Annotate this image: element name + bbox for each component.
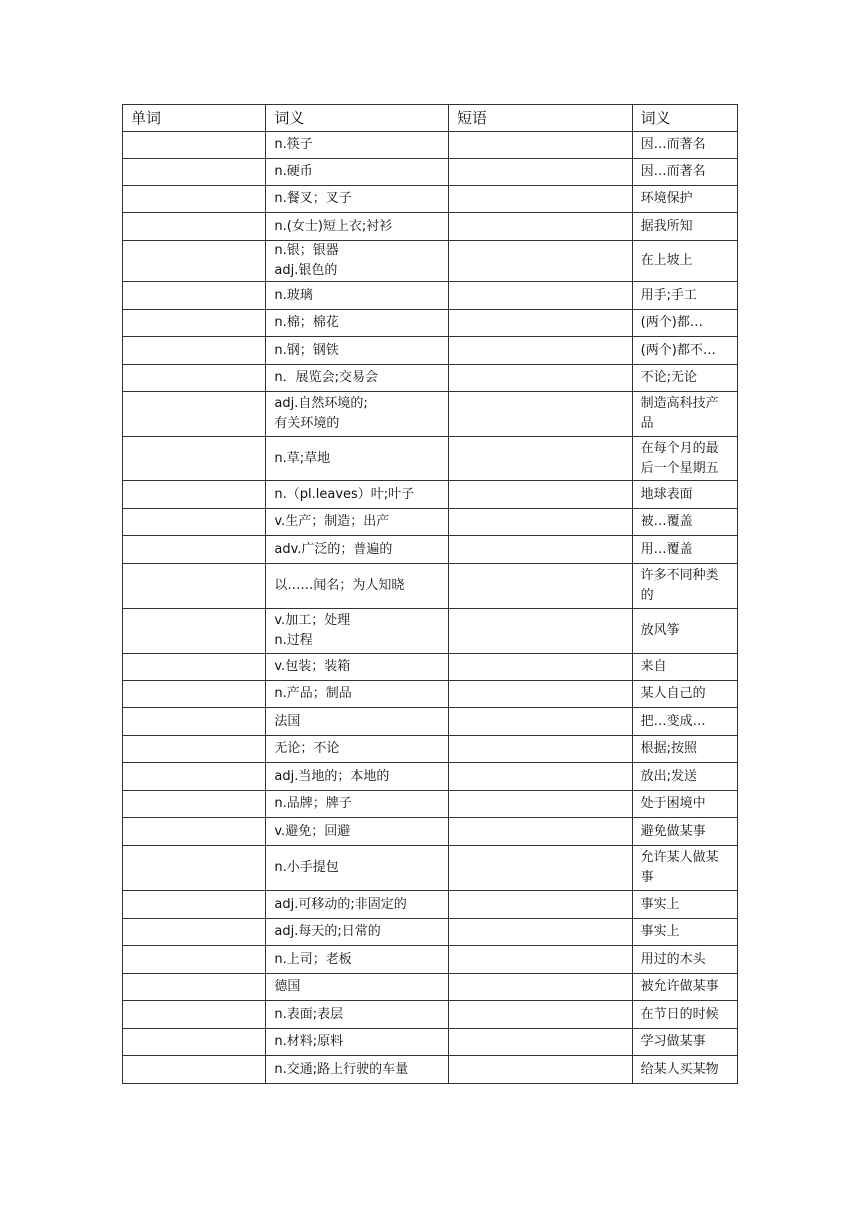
word-cell xyxy=(123,509,266,536)
table-row xyxy=(123,609,738,654)
table-row xyxy=(123,282,738,310)
word-cell xyxy=(123,132,266,159)
phrase-cell xyxy=(448,1029,632,1056)
table-row xyxy=(123,337,738,365)
phrase-cell xyxy=(448,310,632,337)
meaning-cell: n.品牌；牌子 xyxy=(266,791,449,818)
phrase-cell xyxy=(448,1056,632,1084)
meaning-cell: n.产品；制品 xyxy=(266,681,449,708)
table-row xyxy=(123,946,738,974)
word-cell xyxy=(123,609,266,654)
phrase-cell xyxy=(448,282,632,310)
word-cell xyxy=(123,564,266,609)
word-cell xyxy=(123,282,266,310)
phrase-cell xyxy=(448,186,632,213)
phrase-cell xyxy=(448,241,632,282)
meaning-cell: n．展览会;交易会 xyxy=(266,365,449,392)
phrase-meaning-cell: 不论;无论 xyxy=(632,365,737,392)
word-cell xyxy=(123,763,266,791)
phrase-cell xyxy=(448,392,632,437)
table-row xyxy=(123,708,738,736)
meaning-cell: 以……闻名；为人知晓 xyxy=(266,564,449,609)
phrase-cell xyxy=(448,974,632,1001)
word-cell xyxy=(123,846,266,891)
word-cell xyxy=(123,1001,266,1029)
table-row xyxy=(123,974,738,1001)
table-row xyxy=(123,818,738,846)
phrase-cell xyxy=(448,213,632,241)
word-cell xyxy=(123,241,266,282)
phrase-meaning-cell: 来自 xyxy=(632,654,737,681)
meaning-cell: n.棉；棉花 xyxy=(266,310,449,337)
phrase-cell xyxy=(448,132,632,159)
meaning-cell: v.避免；回避 xyxy=(266,818,449,846)
phrase-meaning-cell: 制造高科技产品 xyxy=(632,392,737,437)
phrase-cell xyxy=(448,509,632,536)
table-row xyxy=(123,392,738,437)
table-row xyxy=(123,159,738,186)
table-row xyxy=(123,1029,738,1056)
header-word: 单词 xyxy=(123,105,266,132)
phrase-cell xyxy=(448,946,632,974)
phrase-meaning-cell: 事实上 xyxy=(632,891,737,919)
table-row xyxy=(123,241,738,282)
phrase-cell xyxy=(448,609,632,654)
meaning-cell: n.钢；钢铁 xyxy=(266,337,449,365)
phrase-cell xyxy=(448,1001,632,1029)
word-cell xyxy=(123,891,266,919)
phrase-cell xyxy=(448,919,632,946)
word-cell xyxy=(123,536,266,564)
phrase-cell xyxy=(448,681,632,708)
meaning-cell: n.小手提包 xyxy=(266,846,449,891)
meaning-cell: 无论；不论 xyxy=(266,736,449,763)
word-cell xyxy=(123,681,266,708)
phrase-meaning-cell: 事实上 xyxy=(632,919,737,946)
phrase-cell xyxy=(448,365,632,392)
word-cell xyxy=(123,818,266,846)
table-row xyxy=(123,509,738,536)
word-cell xyxy=(123,186,266,213)
meaning-cell: v.生产；制造；出产 xyxy=(266,509,449,536)
phrase-meaning-cell: 地球表面 xyxy=(632,481,737,509)
phrase-meaning-cell: 被允许做某事 xyxy=(632,974,737,1001)
phrase-cell xyxy=(448,763,632,791)
phrase-meaning-cell: 把…变成… xyxy=(632,708,737,736)
meaning-cell: adj.每天的;日常的 xyxy=(266,919,449,946)
phrase-meaning-cell: 环境保护 xyxy=(632,186,737,213)
meaning-cell: v.加工；处理 n.过程 xyxy=(266,609,449,654)
table-row xyxy=(123,763,738,791)
phrase-cell xyxy=(448,708,632,736)
table-row xyxy=(123,1056,738,1084)
phrase-meaning-cell: 学习做某事 xyxy=(632,1029,737,1056)
word-cell xyxy=(123,310,266,337)
phrase-meaning-cell: 因…而著名 xyxy=(632,159,737,186)
phrase-cell xyxy=(448,818,632,846)
phrase-meaning-cell: 用过的木头 xyxy=(632,946,737,974)
table-row xyxy=(123,186,738,213)
phrase-meaning-cell: 用手;手工 xyxy=(632,282,737,310)
phrase-meaning-cell: 某人自己的 xyxy=(632,681,737,708)
word-cell xyxy=(123,974,266,1001)
word-cell xyxy=(123,337,266,365)
table-row xyxy=(123,919,738,946)
word-cell xyxy=(123,1029,266,1056)
phrase-meaning-cell: 据我所知 xyxy=(632,213,737,241)
meaning-cell: n.硬币 xyxy=(266,159,449,186)
phrase-meaning-cell: 在上坡上 xyxy=(632,241,737,282)
phrase-cell xyxy=(448,481,632,509)
phrase-meaning-cell: 被…覆盖 xyxy=(632,509,737,536)
header-phrase: 短语 xyxy=(448,105,632,132)
table-row xyxy=(123,310,738,337)
meaning-cell: adj.可移动的;非固定的 xyxy=(266,891,449,919)
meaning-cell: n.（pl.leaves）叶;叶子 xyxy=(266,481,449,509)
meaning-cell: n.餐叉；叉子 xyxy=(266,186,449,213)
table-row xyxy=(123,213,738,241)
phrase-cell xyxy=(448,791,632,818)
meaning-cell: 法国 xyxy=(266,708,449,736)
word-cell xyxy=(123,481,266,509)
meaning-cell: n.玻璃 xyxy=(266,282,449,310)
phrase-cell xyxy=(448,736,632,763)
table-row xyxy=(123,846,738,891)
phrase-meaning-cell: 处于困境中 xyxy=(632,791,737,818)
meaning-cell: n.筷子 xyxy=(266,132,449,159)
phrase-meaning-cell: 根据;按照 xyxy=(632,736,737,763)
word-cell xyxy=(123,791,266,818)
table-row xyxy=(123,1001,738,1029)
word-cell xyxy=(123,654,266,681)
word-cell xyxy=(123,946,266,974)
header-phrase-meaning: 词义 xyxy=(632,105,737,132)
phrase-meaning-cell: 放出;发送 xyxy=(632,763,737,791)
phrase-meaning-cell: 允许某人做某事 xyxy=(632,846,737,891)
table-row xyxy=(123,736,738,763)
word-cell xyxy=(123,736,266,763)
phrase-cell xyxy=(448,654,632,681)
phrase-meaning-cell: 因…而著名 xyxy=(632,132,737,159)
phrase-cell xyxy=(448,846,632,891)
table-row xyxy=(123,132,738,159)
phrase-meaning-cell: 给某人买某物 xyxy=(632,1056,737,1084)
phrase-cell xyxy=(448,337,632,365)
phrase-cell xyxy=(448,437,632,481)
meaning-cell: n.(女士)短上衣;衬衫 xyxy=(266,213,449,241)
table-row xyxy=(123,654,738,681)
meaning-cell: adv.广泛的；普遍的 xyxy=(266,536,449,564)
table-row xyxy=(123,891,738,919)
phrase-meaning-cell: (两个)都… xyxy=(632,310,737,337)
table-row xyxy=(123,791,738,818)
meaning-cell: n.上司；老板 xyxy=(266,946,449,974)
table-row xyxy=(123,437,738,481)
phrase-meaning-cell: 在每个月的最后一个星期五 xyxy=(632,437,737,481)
meaning-cell: n.交通;路上行驶的车量 xyxy=(266,1056,449,1084)
word-cell xyxy=(123,1056,266,1084)
phrase-meaning-cell: 避免做某事 xyxy=(632,818,737,846)
word-cell xyxy=(123,159,266,186)
meaning-cell: 德国 xyxy=(266,974,449,1001)
phrase-meaning-cell: 用…覆盖 xyxy=(632,536,737,564)
word-cell xyxy=(123,365,266,392)
phrase-cell xyxy=(448,564,632,609)
meaning-cell: adj.自然环境的; 有关环境的 xyxy=(266,392,449,437)
phrase-cell xyxy=(448,891,632,919)
meaning-cell: adj.当地的；本地的 xyxy=(266,763,449,791)
vocabulary-table xyxy=(122,104,738,1084)
phrase-cell xyxy=(448,536,632,564)
table-row xyxy=(123,536,738,564)
table-row xyxy=(123,481,738,509)
word-cell xyxy=(123,437,266,481)
table-row xyxy=(123,681,738,708)
word-cell xyxy=(123,392,266,437)
meaning-cell: n.草;草地 xyxy=(266,437,449,481)
meaning-cell: n.表面;表层 xyxy=(266,1001,449,1029)
meaning-cell: v.包装；装箱 xyxy=(266,654,449,681)
header-row xyxy=(123,105,738,132)
phrase-meaning-cell: 在节日的时候 xyxy=(632,1001,737,1029)
table-row xyxy=(123,564,738,609)
meaning-cell: n.银；银器 adj.银色的 xyxy=(266,241,449,282)
phrase-meaning-cell: 放风筝 xyxy=(632,609,737,654)
phrase-meaning-cell: 许多不同种类的 xyxy=(632,564,737,609)
phrase-cell xyxy=(448,159,632,186)
vocabulary-rows xyxy=(123,132,738,1084)
table-row xyxy=(123,365,738,392)
word-cell xyxy=(123,213,266,241)
word-cell xyxy=(123,919,266,946)
meaning-cell: n.材料;原料 xyxy=(266,1029,449,1056)
header-meaning: 词义 xyxy=(266,105,449,132)
word-cell xyxy=(123,708,266,736)
phrase-meaning-cell: (两个)都不… xyxy=(632,337,737,365)
